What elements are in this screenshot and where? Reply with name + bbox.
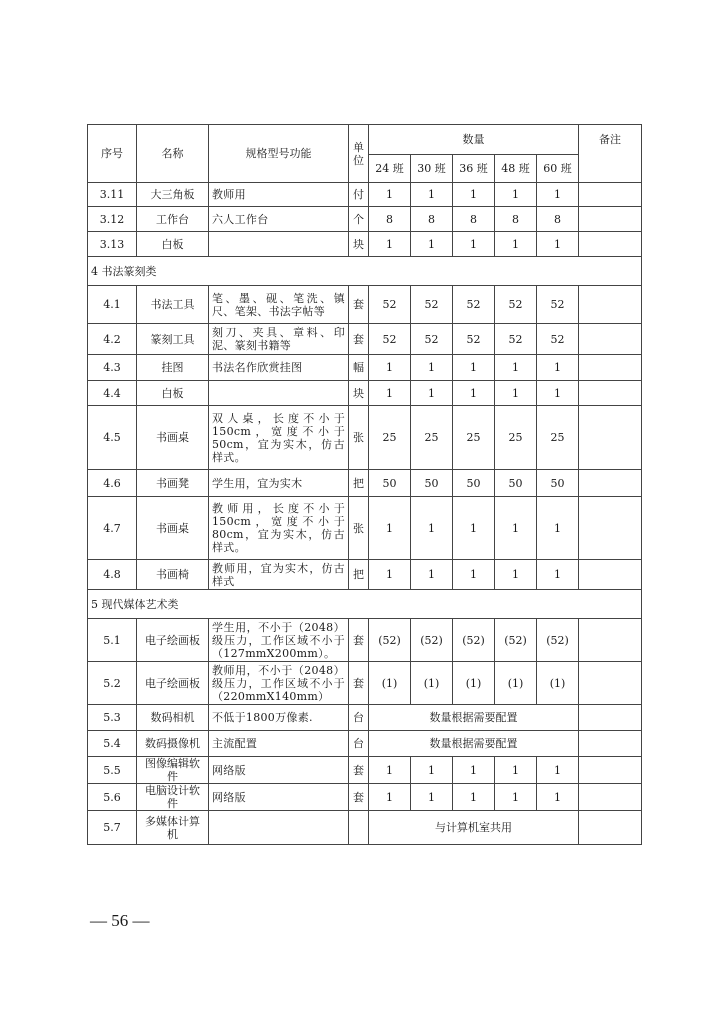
cell-quantity: 1 [411, 784, 453, 811]
cell-seq: 4.4 [88, 381, 137, 406]
cell-quantity: 1 [369, 381, 411, 406]
cell-spec: 教师用，长度不小于150cm，宽度不小于80cm，宜为实木，仿古样式。 [209, 497, 349, 560]
cell-quantity: 1 [369, 497, 411, 560]
cell-remark [579, 811, 642, 845]
cell-quantity: (52) [411, 619, 453, 662]
table-row [88, 324, 642, 355]
header-class: 36 班 [453, 155, 495, 183]
cell-quantity: 1 [495, 381, 537, 406]
cell-unit: 付 [349, 183, 369, 207]
cell-name: 多媒体计算机 [137, 811, 209, 845]
cell-quantity: 1 [453, 183, 495, 207]
cell-remark [579, 183, 642, 207]
cell-remark [579, 232, 642, 257]
cell-name: 数码摄像机 [137, 731, 209, 757]
cell-name: 篆刻工具 [137, 324, 209, 355]
cell-quantity: 1 [411, 560, 453, 590]
cell-remark [579, 731, 642, 757]
cell-name: 电子绘画板 [137, 619, 209, 662]
cell-remark [579, 470, 642, 497]
cell-quantity: 52 [453, 324, 495, 355]
cell-remark [579, 662, 642, 705]
cell-quantity: 50 [495, 470, 537, 497]
cell-quantity: 52 [495, 324, 537, 355]
cell-quantity: 25 [411, 406, 453, 470]
cell-unit: 个 [349, 207, 369, 232]
cell-quantity: 50 [369, 470, 411, 497]
cell-name: 书画桌 [137, 406, 209, 470]
cell-quantity: (52) [537, 619, 579, 662]
table-row [88, 207, 642, 232]
cell-quantity: (1) [453, 662, 495, 705]
cell-quantity: 1 [495, 232, 537, 257]
cell-name: 图像编辑软件 [137, 757, 209, 784]
header-unit: 单位 [349, 125, 369, 183]
cell-quantity: 1 [453, 232, 495, 257]
cell-quantity: 1 [537, 381, 579, 406]
cell-quantity: 1 [495, 497, 537, 560]
cell-seq: 5.4 [88, 731, 137, 757]
cell-quantity: 52 [411, 324, 453, 355]
cell-quantity: 52 [369, 286, 411, 324]
cell-quantity: 1 [411, 381, 453, 406]
cell-remark [579, 497, 642, 560]
cell-unit: 套 [349, 784, 369, 811]
header-remark: 备注 [579, 125, 642, 183]
cell-name: 书法工具 [137, 286, 209, 324]
table-row [88, 497, 642, 560]
cell-remark [579, 705, 642, 731]
cell-remark [579, 286, 642, 324]
cell-seq: 4.5 [88, 406, 137, 470]
cell-unit: 把 [349, 560, 369, 590]
page-number: — 56 — [90, 911, 150, 930]
cell-spec: 教师用 [209, 183, 349, 207]
cell-quantity: (1) [369, 662, 411, 705]
cell-spec: 网络版 [209, 757, 349, 784]
table-row [88, 560, 642, 590]
cell-quantity: 1 [453, 757, 495, 784]
cell-quantity: 1 [369, 183, 411, 207]
cell-spec: 教师用，宜为实木，仿古样式 [209, 560, 349, 590]
cell-remark [579, 355, 642, 381]
cell-quantity: 1 [537, 784, 579, 811]
cell-quantity: (52) [369, 619, 411, 662]
cell-seq: 4.2 [88, 324, 137, 355]
cell-seq: 3.13 [88, 232, 137, 257]
cell-remark [579, 619, 642, 662]
table-row [88, 662, 642, 705]
header-class: 30 班 [411, 155, 453, 183]
cell-quantity: 8 [453, 207, 495, 232]
cell-remark [579, 560, 642, 590]
cell-unit: 台 [349, 705, 369, 731]
cell-unit: 幅 [349, 355, 369, 381]
table-row [88, 619, 642, 662]
cell-quantity: (52) [453, 619, 495, 662]
cell-spec: 笔、墨、砚、笔洗、镇尺、笔架、书法字帖等 [209, 286, 349, 324]
table-row [88, 286, 642, 324]
cell-name: 书画桌 [137, 497, 209, 560]
cell-quantity-merged: 数量根据需要配置 [369, 731, 579, 757]
section-row [88, 590, 642, 619]
cell-name: 白板 [137, 381, 209, 406]
cell-name: 电脑设计软件 [137, 784, 209, 811]
cell-quantity: 1 [411, 497, 453, 560]
cell-name: 白板 [137, 232, 209, 257]
cell-seq: 5.2 [88, 662, 137, 705]
cell-unit: 套 [349, 757, 369, 784]
cell-quantity: 1 [495, 757, 537, 784]
cell-unit: 套 [349, 619, 369, 662]
cell-quantity: 1 [369, 757, 411, 784]
cell-quantity: 1 [369, 560, 411, 590]
cell-unit: 套 [349, 286, 369, 324]
cell-quantity: 52 [537, 286, 579, 324]
cell-spec: 学生用，不小于（2048）级压力，工作区域不小于（127mmX200mm）。 [209, 619, 349, 662]
header-name: 名称 [137, 125, 209, 183]
header-spec: 规格型号功能 [209, 125, 349, 183]
section-title: 5 现代媒体艺术类 [88, 590, 642, 619]
cell-quantity: 8 [495, 207, 537, 232]
table-row [88, 784, 642, 811]
cell-quantity: 8 [411, 207, 453, 232]
cell-unit: 台 [349, 731, 369, 757]
header-quantity: 数量 [369, 125, 579, 155]
cell-quantity: 1 [411, 183, 453, 207]
cell-unit: 套 [349, 324, 369, 355]
cell-spec: 书法名作欣赏挂图 [209, 355, 349, 381]
cell-remark [579, 784, 642, 811]
cell-quantity: 25 [495, 406, 537, 470]
header-seq: 序号 [88, 125, 137, 183]
cell-seq: 5.6 [88, 784, 137, 811]
cell-quantity: 1 [537, 497, 579, 560]
cell-quantity: 52 [453, 286, 495, 324]
cell-seq: 3.12 [88, 207, 137, 232]
cell-quantity: 52 [411, 286, 453, 324]
cell-quantity: 8 [369, 207, 411, 232]
header-class: 60 班 [537, 155, 579, 183]
cell-name: 挂图 [137, 355, 209, 381]
cell-quantity: 1 [453, 784, 495, 811]
cell-quantity: 1 [453, 355, 495, 381]
table-row [88, 355, 642, 381]
header-class: 48 班 [495, 155, 537, 183]
cell-name: 书画椅 [137, 560, 209, 590]
cell-quantity: 8 [537, 207, 579, 232]
cell-name: 大三角板 [137, 183, 209, 207]
cell-quantity: 1 [537, 757, 579, 784]
table-row [88, 183, 642, 207]
cell-quantity: 1 [369, 232, 411, 257]
table-body [88, 183, 642, 845]
table-row [88, 381, 642, 406]
cell-spec: 刻刀、夹具、章料、印泥、篆刻书籍等 [209, 324, 349, 355]
table-row [88, 811, 642, 845]
cell-quantity: 1 [537, 232, 579, 257]
cell-quantity: 25 [537, 406, 579, 470]
cell-quantity: 1 [453, 497, 495, 560]
cell-quantity: 1 [495, 560, 537, 590]
cell-quantity: 52 [369, 324, 411, 355]
table-row [88, 232, 642, 257]
cell-quantity: 1 [495, 355, 537, 381]
cell-unit: 块 [349, 232, 369, 257]
cell-quantity: 25 [369, 406, 411, 470]
cell-unit: 套 [349, 662, 369, 705]
cell-quantity: (1) [411, 662, 453, 705]
cell-name: 书画凳 [137, 470, 209, 497]
table-row [88, 731, 642, 757]
cell-quantity: 1 [411, 355, 453, 381]
cell-seq: 3.11 [88, 183, 137, 207]
table-row [88, 470, 642, 497]
cell-unit: 把 [349, 470, 369, 497]
cell-quantity: 1 [369, 355, 411, 381]
cell-name: 数码相机 [137, 705, 209, 731]
cell-quantity: 1 [495, 183, 537, 207]
cell-seq: 4.7 [88, 497, 137, 560]
cell-quantity: 25 [453, 406, 495, 470]
cell-spec: 双人桌，长度不小于150cm，宽度不小于50cm，宜为实木，仿古样式。 [209, 406, 349, 470]
cell-seq: 5.7 [88, 811, 137, 845]
cell-spec: 不低于1800万像素. [209, 705, 349, 731]
cell-spec: 学生用，宜为实木 [209, 470, 349, 497]
cell-quantity: (1) [495, 662, 537, 705]
section-row [88, 257, 642, 286]
cell-quantity: 1 [537, 560, 579, 590]
cell-seq: 5.3 [88, 705, 137, 731]
cell-quantity: 1 [537, 183, 579, 207]
cell-quantity: 52 [495, 286, 537, 324]
cell-quantity: 1 [453, 381, 495, 406]
equipment-table [87, 124, 642, 845]
cell-unit: 张 [349, 497, 369, 560]
cell-unit: 张 [349, 406, 369, 470]
cell-spec [209, 381, 349, 406]
cell-unit: 块 [349, 381, 369, 406]
cell-seq: 4.3 [88, 355, 137, 381]
cell-remark [579, 757, 642, 784]
section-title: 4 书法篆刻类 [88, 257, 642, 286]
cell-quantity: 50 [411, 470, 453, 497]
cell-quantity: 1 [537, 355, 579, 381]
cell-spec: 六人工作台 [209, 207, 349, 232]
table-row [88, 406, 642, 470]
cell-quantity: 50 [537, 470, 579, 497]
cell-remark [579, 324, 642, 355]
cell-quantity: 52 [537, 324, 579, 355]
cell-quantity: (1) [537, 662, 579, 705]
cell-seq: 4.6 [88, 470, 137, 497]
cell-name: 电子绘画板 [137, 662, 209, 705]
cell-quantity: 1 [411, 232, 453, 257]
cell-remark [579, 381, 642, 406]
table-row [88, 757, 642, 784]
cell-spec [209, 232, 349, 257]
cell-unit [349, 811, 369, 845]
cell-quantity: 1 [453, 560, 495, 590]
cell-seq: 4.8 [88, 560, 137, 590]
header-class: 24 班 [369, 155, 411, 183]
cell-quantity: 1 [411, 757, 453, 784]
cell-quantity: 50 [453, 470, 495, 497]
cell-name: 工作台 [137, 207, 209, 232]
table-row [88, 705, 642, 731]
cell-quantity-merged: 与计算机室共用 [369, 811, 579, 845]
cell-remark [579, 207, 642, 232]
cell-remark [579, 406, 642, 470]
cell-seq: 4.1 [88, 286, 137, 324]
cell-spec: 教师用，不小于（2048）级压力，工作区域不小于（220mmX140mm） [209, 662, 349, 705]
cell-spec: 主流配置 [209, 731, 349, 757]
cell-quantity-merged: 数量根据需要配置 [369, 705, 579, 731]
cell-spec: 网络版 [209, 784, 349, 811]
cell-seq: 5.1 [88, 619, 137, 662]
cell-seq: 5.5 [88, 757, 137, 784]
cell-quantity: (52) [495, 619, 537, 662]
cell-spec [209, 811, 349, 845]
cell-quantity: 1 [495, 784, 537, 811]
cell-quantity: 1 [369, 784, 411, 811]
